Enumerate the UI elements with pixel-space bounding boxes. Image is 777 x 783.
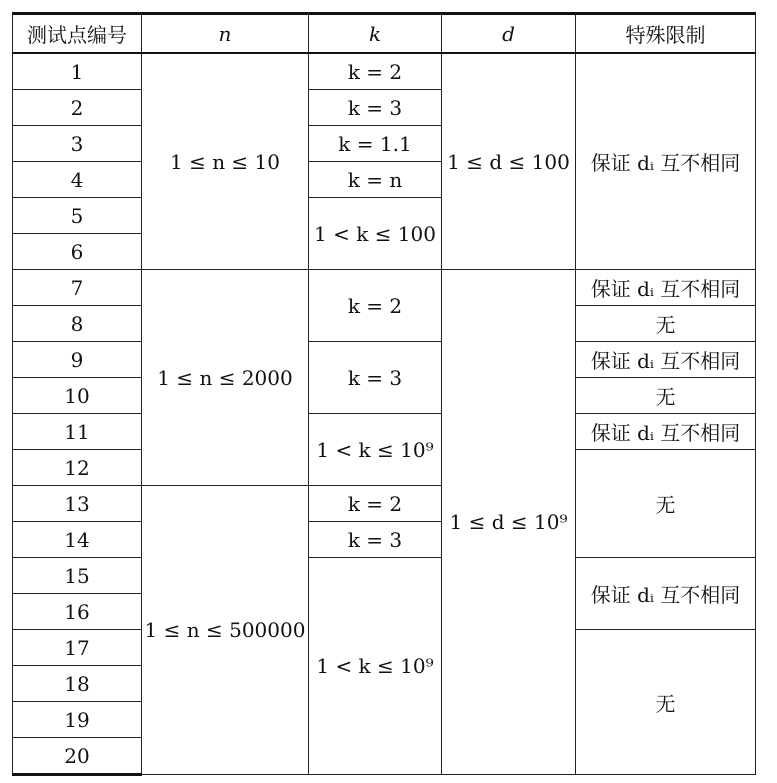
special-cell: 保证 dᵢ 互不相同	[576, 270, 756, 306]
k-cell: k = 3	[309, 522, 442, 558]
case-id: 15	[13, 558, 142, 594]
table-row	[13, 270, 756, 306]
k-cell: k = 1.1	[309, 126, 442, 162]
special-cell: 无	[576, 450, 756, 558]
constraints-table	[12, 12, 756, 776]
table-row	[13, 53, 756, 90]
case-id: 20	[13, 738, 142, 775]
special-cell: 无	[576, 630, 756, 775]
case-id: 1	[13, 53, 142, 90]
special-cell: 保证 dᵢ 互不相同	[576, 558, 756, 630]
k-cell: k = 2	[309, 270, 442, 342]
case-id: 18	[13, 666, 142, 702]
case-id: 11	[13, 414, 142, 450]
header-n: n	[142, 14, 309, 54]
k-cell: k = 3	[309, 342, 442, 414]
header-k: k	[309, 14, 442, 54]
case-id: 10	[13, 378, 142, 414]
case-id: 2	[13, 90, 142, 126]
n-range-cell: 1 ≤ n ≤ 500000	[142, 486, 309, 775]
k-cell: 1 < k ≤ 100	[309, 198, 442, 270]
case-id: 4	[13, 162, 142, 198]
case-id: 6	[13, 234, 142, 270]
k-cell: 1 < k ≤ 10⁹	[309, 414, 442, 486]
table-row	[13, 342, 756, 378]
k-cell: 1 < k ≤ 10⁹	[309, 558, 442, 775]
case-id: 13	[13, 486, 142, 522]
table-row	[13, 558, 756, 594]
case-id: 5	[13, 198, 142, 234]
case-id: 9	[13, 342, 142, 378]
special-cell: 保证 dᵢ 互不相同	[576, 53, 756, 270]
n-range-cell: 1 ≤ n ≤ 2000	[142, 270, 309, 486]
d-range-cell: 1 ≤ d ≤ 100	[442, 53, 576, 270]
case-id: 3	[13, 126, 142, 162]
table-row	[13, 414, 756, 450]
case-id: 14	[13, 522, 142, 558]
special-cell: 无	[576, 378, 756, 414]
case-id: 7	[13, 270, 142, 306]
special-cell: 保证 dᵢ 互不相同	[576, 342, 756, 378]
special-cell: 无	[576, 306, 756, 342]
k-cell: k = n	[309, 162, 442, 198]
case-id: 12	[13, 450, 142, 486]
k-cell: k = 2	[309, 53, 442, 90]
case-id: 8	[13, 306, 142, 342]
k-cell: k = 3	[309, 90, 442, 126]
case-id: 17	[13, 630, 142, 666]
header-row	[13, 14, 756, 54]
case-id: 16	[13, 594, 142, 630]
n-range-cell: 1 ≤ n ≤ 10	[142, 53, 309, 270]
header-case-id: 测试点编号	[13, 14, 142, 54]
case-id: 19	[13, 702, 142, 738]
d-range-cell: 1 ≤ d ≤ 10⁹	[442, 270, 576, 775]
header-special: 特殊限制	[576, 14, 756, 54]
special-cell: 保证 dᵢ 互不相同	[576, 414, 756, 450]
k-cell: k = 2	[309, 486, 442, 522]
header-d: d	[442, 14, 576, 54]
